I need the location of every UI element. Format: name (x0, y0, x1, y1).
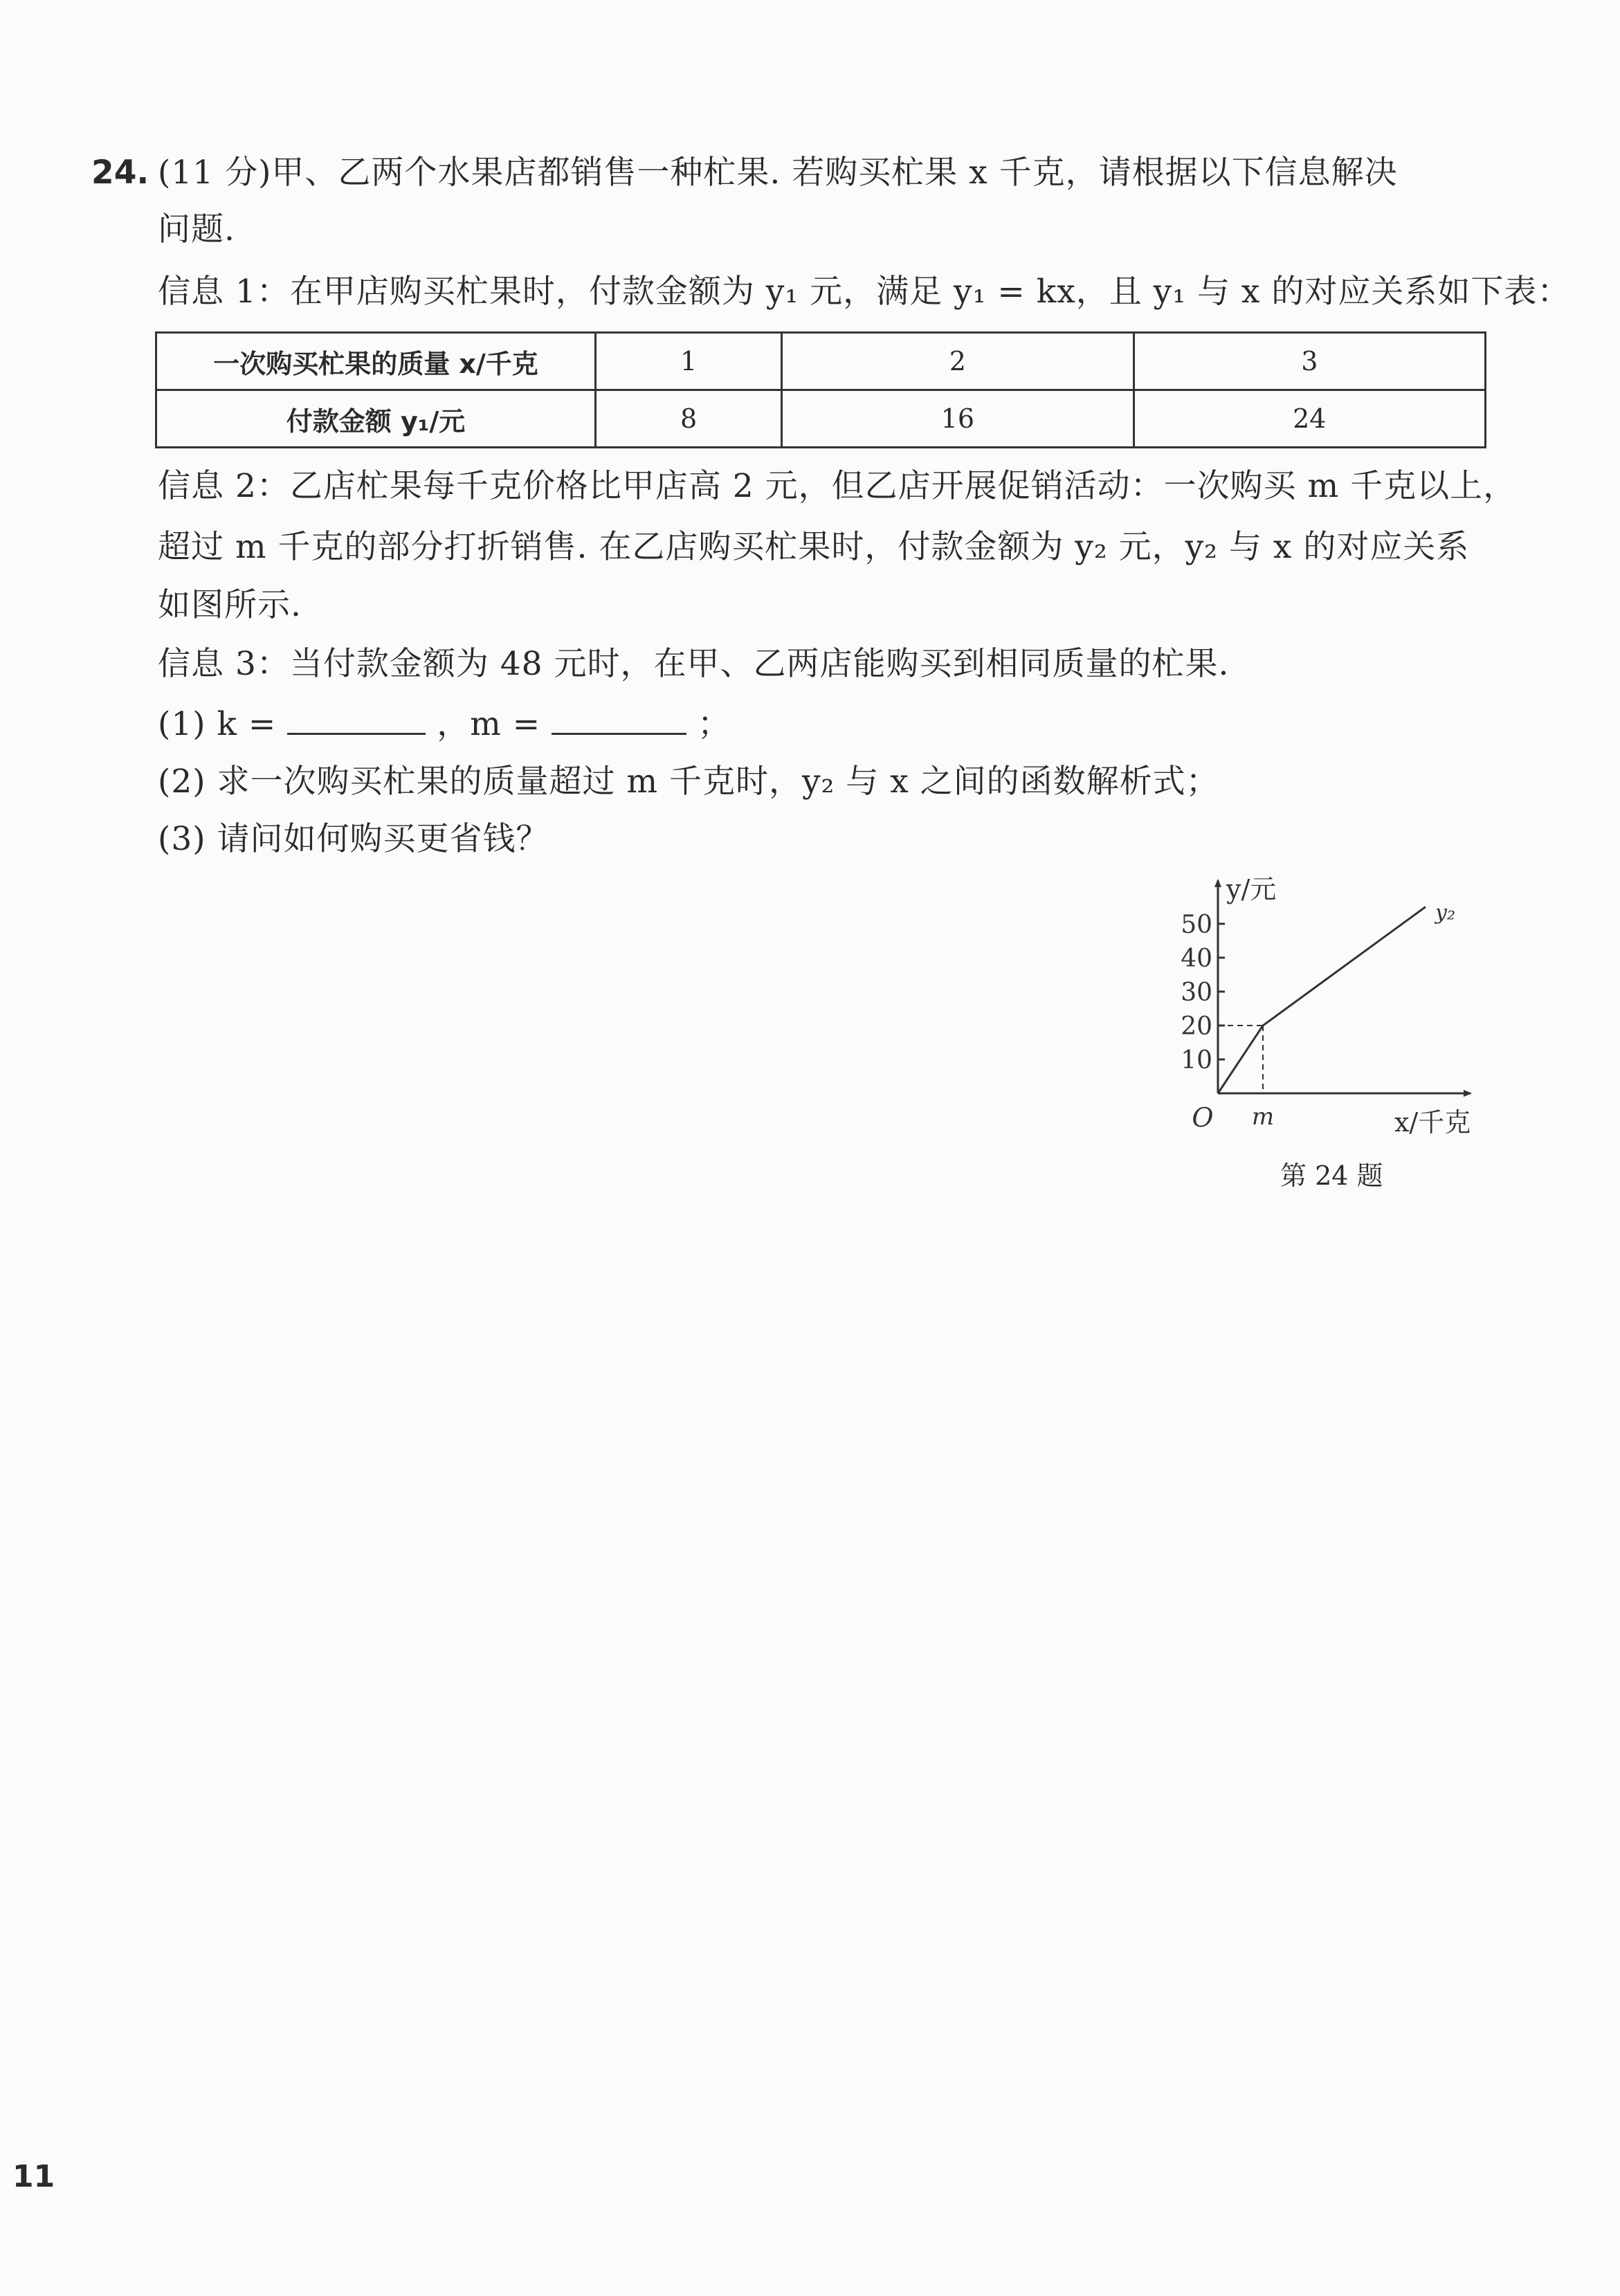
table-cell: 3 (1134, 333, 1485, 390)
table-row (156, 390, 1486, 448)
figure-caption: 第 24 题 (1280, 1160, 1383, 1191)
price-table (155, 331, 1486, 448)
chart-series (1218, 907, 1426, 1094)
info-2-line-3: 如图所示. (158, 586, 302, 624)
table-cell: 8 (596, 390, 782, 448)
question-number: 24. (91, 154, 149, 192)
part-3: (3) 请问如何购买更省钱？ (158, 820, 549, 858)
chart-axes (1218, 880, 1471, 1093)
info-2-line-2: 超过 m 千克的部分打折销售. 在乙店购买杧果时，付款金额为 y₂ 元，y₂ 与 x 的对应关系 (158, 528, 1470, 566)
series-label-y2: y₂ (1435, 900, 1455, 925)
table-row (156, 333, 1486, 390)
x-tick-label-m: m (1251, 1103, 1275, 1131)
part-1-mid: ，m = (437, 705, 541, 743)
series-line-y2 (1218, 907, 1426, 1094)
answer-blank-k[interactable] (287, 704, 426, 735)
function-graph (1149, 865, 1495, 1149)
part-1-prefix: (1) k = (158, 705, 277, 743)
origin-label: O (1192, 1102, 1214, 1133)
part-1-suffix: ； (698, 705, 731, 743)
table-header-quantity: 一次购买杧果的质量 x/千克 (156, 333, 596, 390)
table-header-payment: 付款金额 y₁/元 (156, 390, 596, 448)
y-tick-label: 30 (1181, 978, 1212, 1007)
table-cell: 1 (596, 333, 782, 390)
question-line-2: 问题. (158, 210, 235, 248)
y-tick-label: 10 (1181, 1046, 1212, 1075)
info-3-text: 信息 3：当付款金额为 48 元时，在甲、乙两店能购买到相同质量的杧果. (158, 645, 1230, 683)
part-2: (2) 求一次购买杧果的质量超过 m 千克时，y₂ 与 x 之间的函数解析式； (158, 763, 1219, 801)
y-axis-label: y/元 (1226, 874, 1277, 904)
table-cell: 16 (782, 390, 1134, 448)
page-number: 11 (12, 2159, 55, 2194)
y-tick-label: 40 (1181, 945, 1212, 973)
y-tick-label: 50 (1181, 911, 1212, 939)
x-axis-label: x/千克 (1394, 1107, 1471, 1138)
part-1 (158, 704, 731, 745)
y-tick-label: 20 (1181, 1012, 1212, 1041)
answer-blank-m[interactable] (552, 704, 686, 735)
info-2-line-1: 信息 2：乙店杧果每千克价格比甲店高 2 元，但乙店开展促销活动：一次购买 m 千克以上， (158, 467, 1517, 505)
table-cell: 24 (1134, 390, 1485, 448)
question-line-1: (11 分)甲、乙两个水果店都销售一种杧果. 若购买杧果 x 千克，请根据以下信息解决 (158, 154, 1398, 192)
info-1-text: 信息 1：在甲店购买杧果时，付款金额为 y₁ 元，满足 y₁ = kx，且 y₁ 与 x 的对应关系如下表： (158, 273, 1571, 311)
table-cell: 2 (782, 333, 1134, 390)
